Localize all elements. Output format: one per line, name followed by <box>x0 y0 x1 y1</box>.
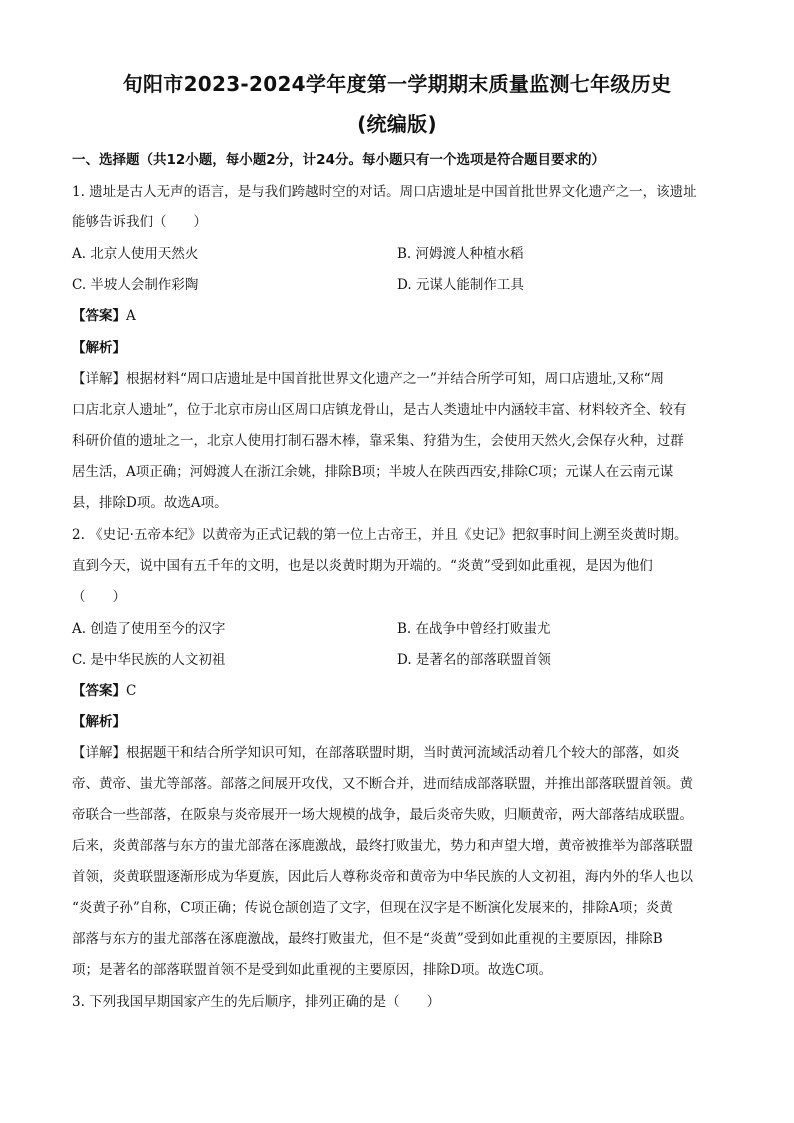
q1-detail-line3: 科研价值的遗址之一，北京人使用打制石器木棒，靠采集、狩猎为生，会使用天然火,会保存火种，过群 <box>72 433 684 449</box>
q1-option-d: D. 元谋人能制作工具 <box>397 277 524 293</box>
q2-option-b: B. 在战争中曾经打败蚩尤 <box>397 621 551 637</box>
q1-detail-line5: 县，排除D项。故选A项。 <box>72 495 228 511</box>
q2-detail-line6: “炎黄子孙”自称，C项正确；传说仓颉创造了文字，但现在汉字是不断演化发展来的，排除A项；炎黄 <box>72 900 673 916</box>
q2-stem-line2: 直到今天，说中国有五千年的文明，也是以炎黄时期为开端的。“炎黄”受到如此重视，是因为他们 <box>72 558 653 574</box>
q2-detail-line1: 【详解】根据题干和结合所学知识可知，在部落联盟时期，当时黄河流域活动着几个较大的部落，如炎 <box>72 745 680 761</box>
section-heading: 一、选择题（共12小题，每小题2分，计24分。每小题只有一个选项是符合题目要求的） <box>72 152 605 168</box>
q2-option-a: A. 创造了使用至今的汉字 <box>72 621 226 637</box>
q1-answer-tag: 【答案】 <box>72 308 126 324</box>
q1-stem-line1: 1. 遗址是古人无声的语言，是与我们跨越时空的对话。周口店遗址是中国首批世界文化遗产之一，该遗址 <box>72 184 697 200</box>
q1-stem-line2: 能够告诉我们（ ） <box>72 214 207 230</box>
q2-detail-line5: 首领，炎黄联盟逐渐形成为华夏族，因此后人尊称炎帝和黄帝为中华民族的人文初祖，海内外的华人也以 <box>72 869 693 885</box>
exam-title: 旬阳市2023-2024学年度第一学期期末质量监测七年级历史 <box>122 72 672 96</box>
q1-option-b: B. 河姆渡人种植水稻 <box>397 246 524 262</box>
q1-detail-line2: 口店北京人遗址”，位于北京市房山区周口店镇龙骨山，是古人类遗址中内涵较丰富、材料较齐全、较有 <box>72 402 687 418</box>
q2-option-c: C. 是中华民族的人文初祖 <box>72 652 226 668</box>
exam-edition: (统编版) <box>357 112 437 136</box>
q2-detail-line2: 帝、黄帝、蚩尤等部落。部落之间展开攻伐，又不断合并，进而结成部落联盟，并推出部落联盟首领。黄 <box>72 776 693 792</box>
q2-answer-value: C <box>126 683 137 699</box>
q2-stem-line1: 2. 《史记·五帝本纪》以黄帝为正式记载的第一位上古帝王，并且《史记》把叙事时间上溯至炎黄时期。 <box>72 527 688 543</box>
q1-answer <box>72 306 722 326</box>
q1-option-c: C. 半坡人会制作彩陶 <box>72 277 199 293</box>
q1-option-a: A. 北京人使用天然火 <box>72 246 199 262</box>
q2-answer <box>72 681 722 701</box>
q2-answer-tag: 【答案】 <box>72 683 126 699</box>
q2-option-d: D. 是著名的部落联盟首领 <box>397 652 551 668</box>
q2-stem-line3: （ ） <box>72 589 126 605</box>
q2-detail-line3: 帝联合一些部落，在阪泉与炎帝展开一场大规模的战争，最后炎帝失败，归顺黄帝，两大部落结成联盟。 <box>72 807 693 823</box>
q2-detail-line7: 部落与东方的蚩尤部落在涿鹿激战，最终打败蚩尤，但不是“炎黄”受到如此重视的主要原因，排除B <box>72 931 663 947</box>
q1-detail-line1: 【详解】根据材料“周口店遗址是中国首批世界文化遗产之一”并结合所学可知，周口店遗址,又称“周 <box>72 371 664 387</box>
q1-analysis-tag: 【解析】 <box>72 340 126 356</box>
q2-detail-line4: 后来，炎黄部落与东方的蚩尤部落在涿鹿激战，最终打败蚩尤，势力和声望大增，黄帝被推举为部落联盟 <box>72 838 693 854</box>
q3-stem-line1: 3. 下列我国早期国家产生的先后顺序，排列正确的是（ ） <box>72 994 441 1010</box>
q1-answer-value: A <box>126 308 136 324</box>
q1-detail-line4: 居生活，A项正确；河姆渡人在浙江余姚，排除B项；半坡人在陕西西安,排除C项；元谋人在云南元谋 <box>72 464 674 480</box>
q2-detail-line8: 项；是著名的部落联盟首领不是受到如此重视的主要原因，排除D项。故选C项。 <box>72 962 553 978</box>
q2-analysis-tag: 【解析】 <box>72 714 126 730</box>
